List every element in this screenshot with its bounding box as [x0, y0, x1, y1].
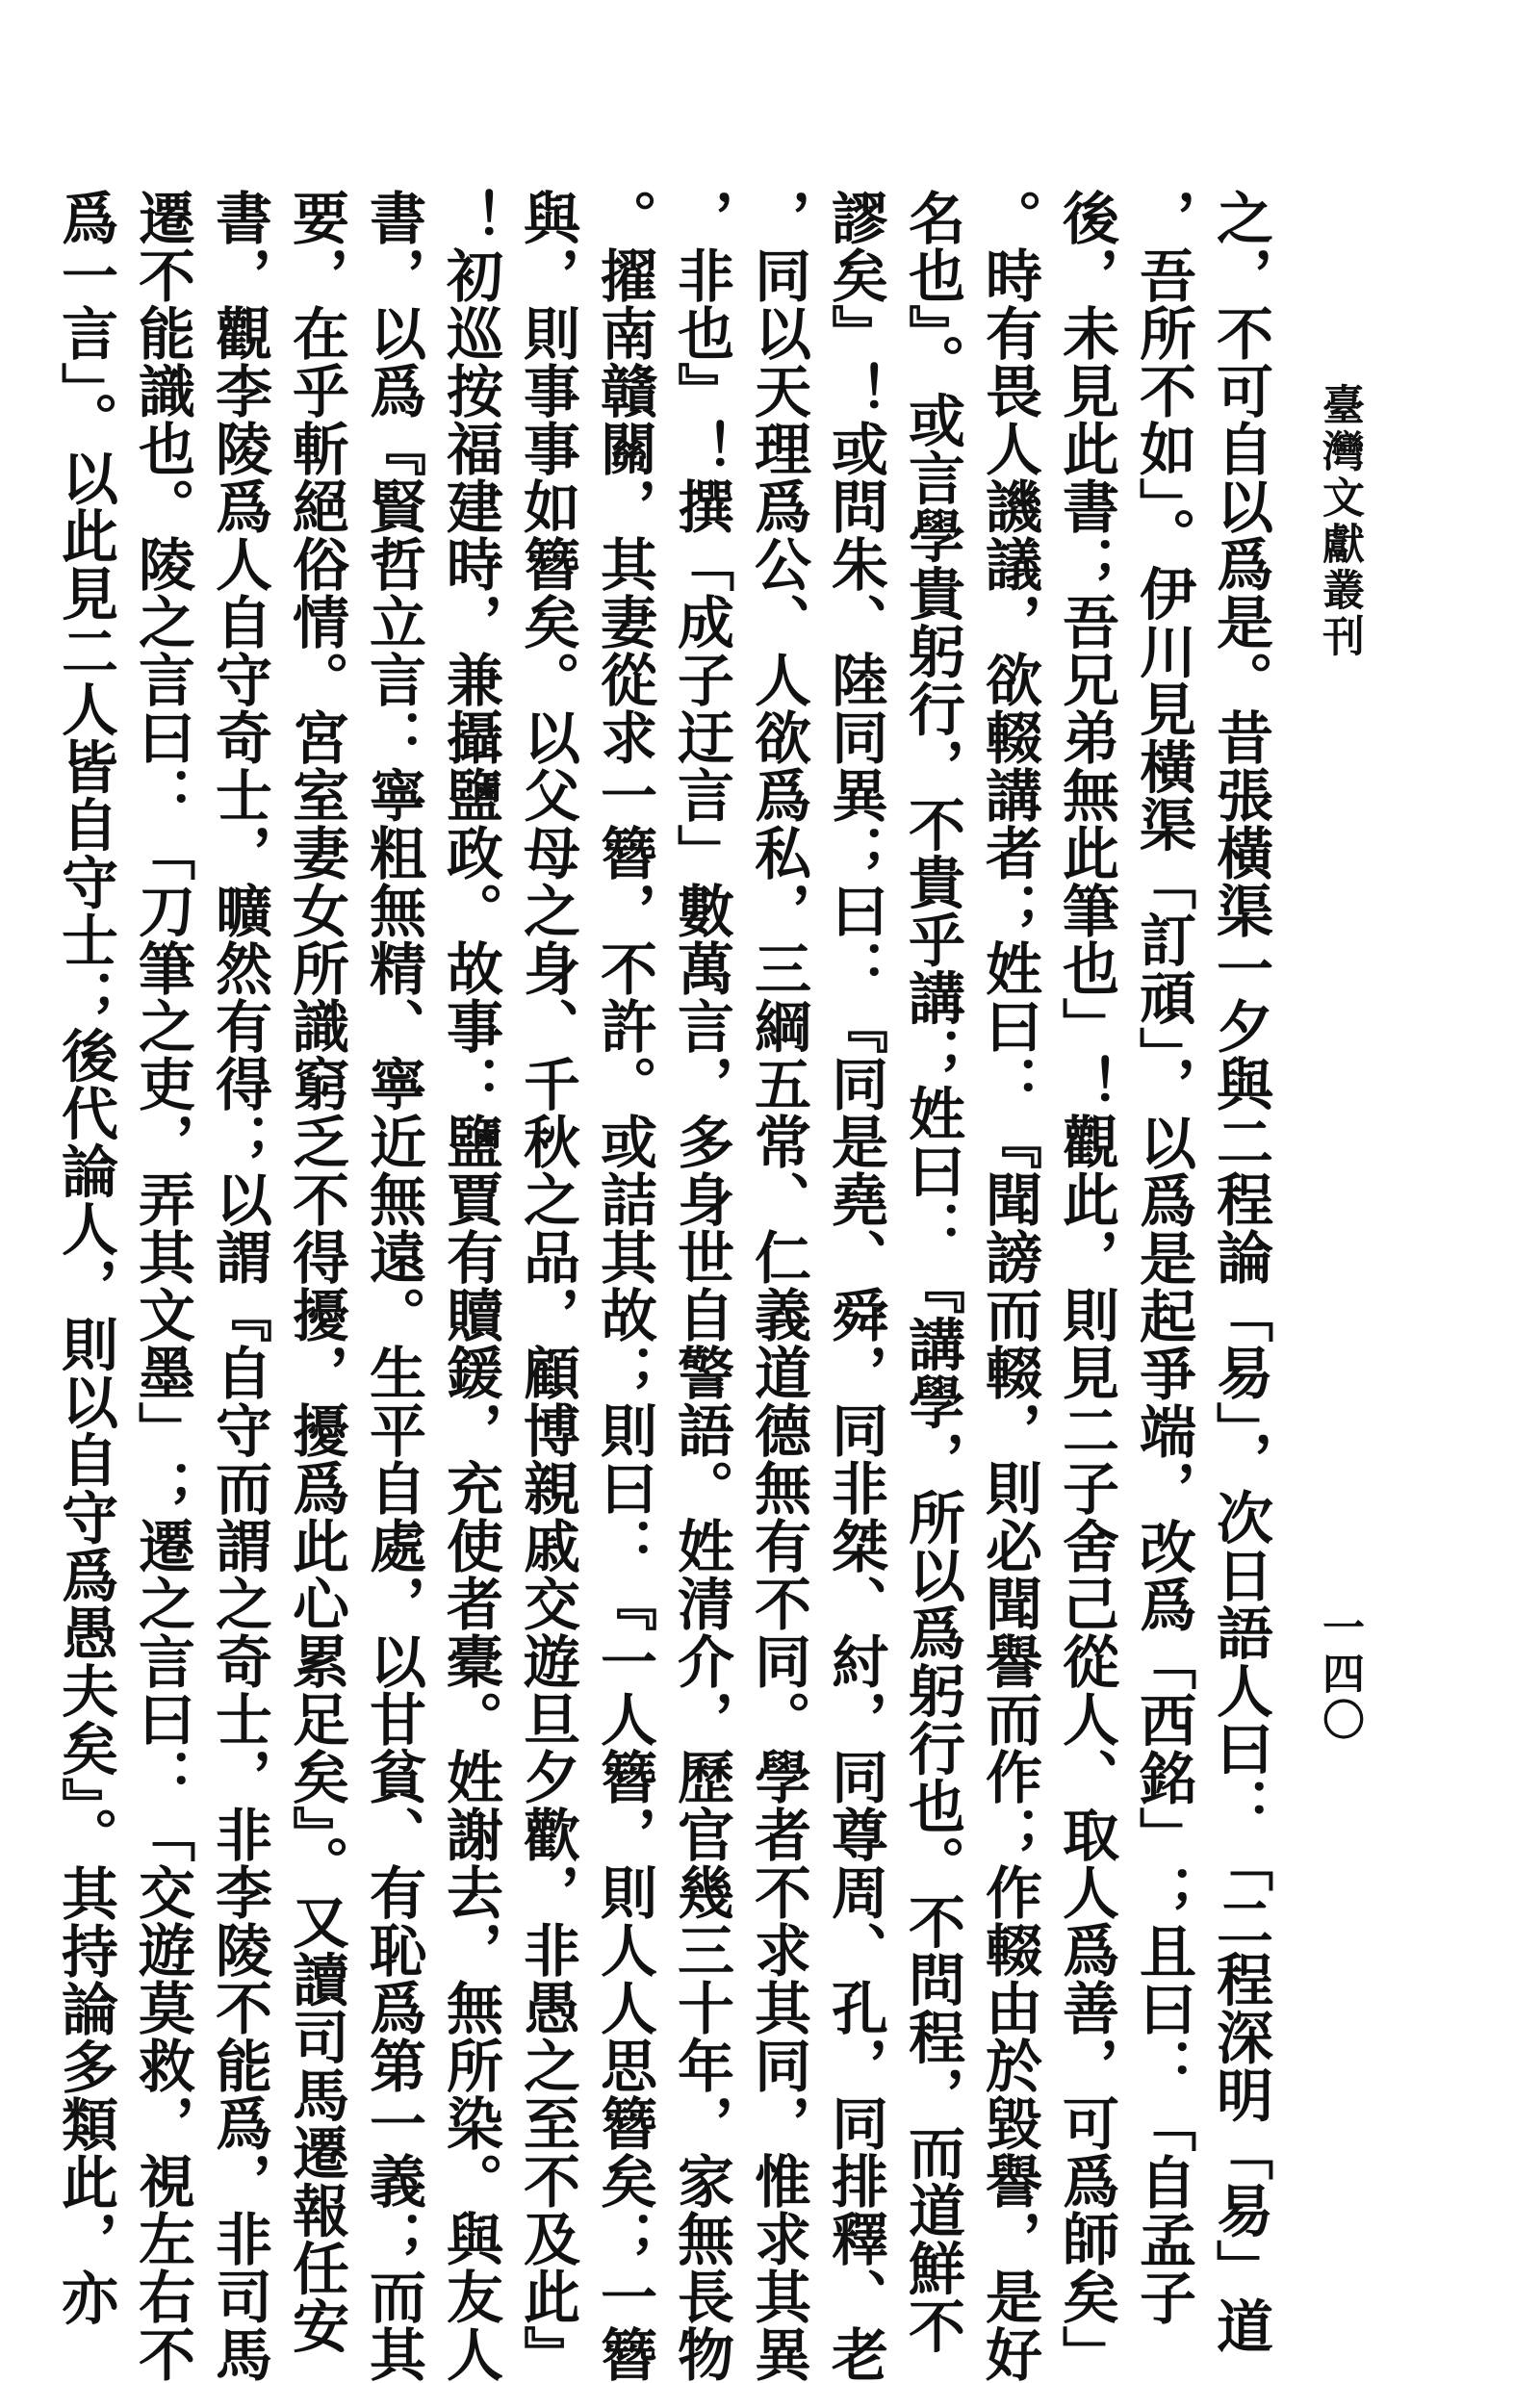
text-column: 名也』。或言學貴躬行，不貴乎講；姓曰：『講學，所以爲躬行也。不問程，而道鮮不 [899, 189, 965, 2355]
text-column: ！初巡按福建時，兼攝鹽政。故事：鹽賈有贖鍰，充使者橐。姓謝去，無所染。與友人 [437, 189, 503, 2383]
text-column: 爲一言」。以此見二人皆自守士；後代論人，則以自守爲愚夫矣』。其持論多類此，亦 [52, 189, 118, 2326]
text-column: ，非也』！撰「成子迂言」數萬言，多身世自警語。姓清介，歷官幾三十年，家無長物 [668, 189, 734, 2383]
book-title: 臺灣文獻叢刊 [1315, 383, 1364, 660]
text-column: 要，在乎斬絕俗情。宮室妻女所識窮乏不得擾，擾爲此心累足矣』。又讀司馬遷報任安 [283, 189, 349, 2355]
text-column: 。擢南贛關，其妻從求一簪，不許。或詰其故；則曰：『一人簪，則人人思簪矣；一簪 [591, 189, 657, 2383]
text-column: 與，則事事如簪矣。以父母之身、千秋之品，顧博親戚交遊旦夕歡，非愚之至不及此』 [514, 189, 580, 2383]
text-column: 。時有畏人譏議，欲輟講者；姓曰：『聞謗而輟，則必聞譽而作；作輟由於毀譽，是好 [976, 189, 1042, 2383]
text-column: 遷不能識也。陵之言曰：「刀筆之吏，弄其文墨」；遷之言曰：「交遊莫救，視左右不 [129, 189, 195, 2383]
text-column: 書，觀李陵爲人自守奇士，曠然有得；以謂『自守而謂之奇士，非李陵不能爲，非司馬 [206, 189, 272, 2383]
body-text [52, 189, 1278, 2383]
text-column: 後，未見此書；吾兄弟無此筆也」！觀此，則見二子舍己從人、取人爲善，可爲師矣」 [1053, 189, 1119, 2383]
text-column: ，吾所不如」。伊川見橫渠「訂頑」，以爲是起爭端，改爲「西銘」；且曰：「自孟子 [1130, 189, 1196, 2326]
text-column: ，同以天理爲公、人欲爲私，三綱五常、仁義道德無有不同。學者不求其同，惟求其異 [745, 189, 811, 2383]
text-column: 謬矣』！或問朱、陸同異；曰：『同是堯、舜，同非桀、紂，同尊周、孔，同排釋、老 [822, 189, 888, 2383]
text-column: 之，不可自以爲是。昔張橫渠一夕與二程論「易」，次日語人曰：「二程深明「易」道 [1207, 189, 1273, 2355]
text-column: 書，以爲『賢哲立言：寧粗無精、寧近無遠。生平自處，以甘貧、有恥爲第一義；而其 [360, 189, 426, 2383]
page-number: 一四〇 [1315, 1605, 1364, 1744]
